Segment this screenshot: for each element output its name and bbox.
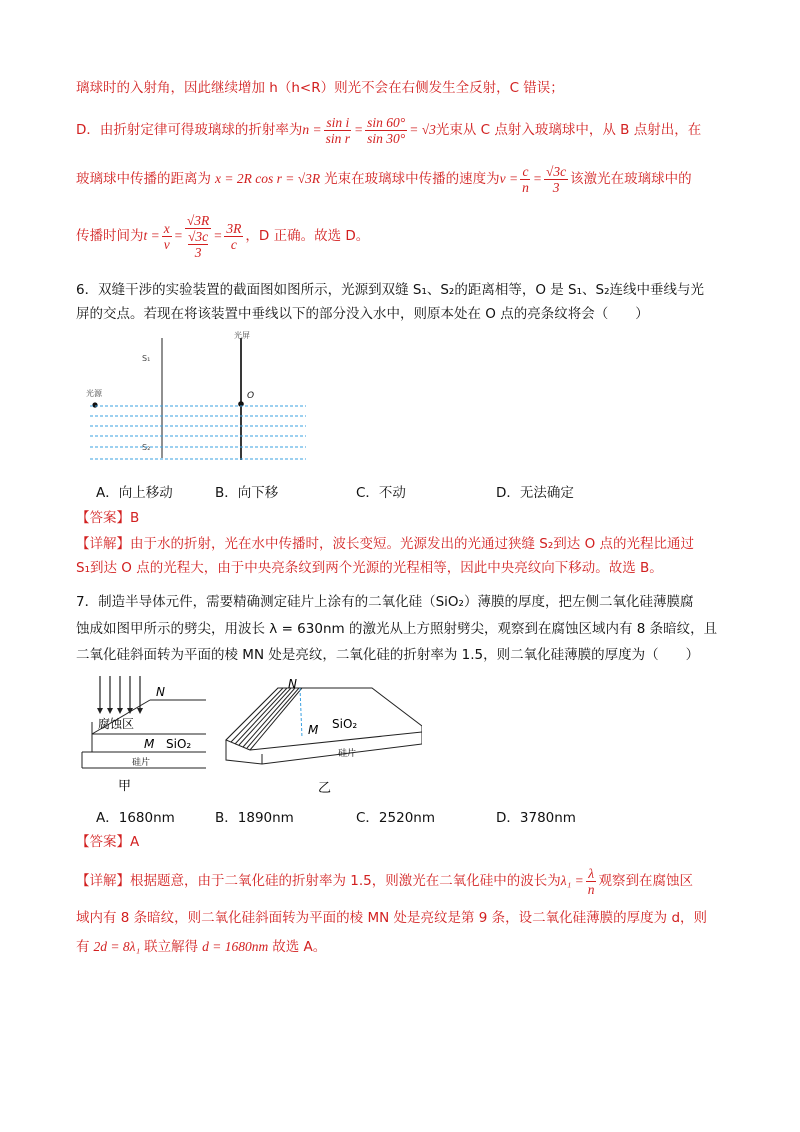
q6-option-b: B．向下移 (215, 485, 279, 501)
fig-a-sio2: SiO₂ (166, 737, 192, 751)
q6-answer: 【答案】B (76, 510, 140, 526)
prev-solution-line1: 璃球时的入射角，因此继续增加 h（h<R）则光不会在右侧发生全反射，C 错误； (76, 80, 564, 96)
q6-line2: 屏的交点。若现在将该装置中垂线以下的部分没入水中，则原本处在 O 点的亮条纹将会（ ） (76, 306, 649, 322)
fig-a-region: 腐蚀区 (98, 717, 135, 731)
source-dot (92, 402, 97, 407)
q7-line2: 蚀成如图甲所示的劈尖，用波长 λ = 630nm 的激光从上方照射劈尖，观察到在腐蚀区域内有 8 条暗纹，且 (76, 621, 718, 637)
q7-option-a: A．1680nm (96, 810, 175, 826)
frac-x-v: $\frac{x}{v}$ (163, 220, 170, 252)
q6-detail2: S₁到达 O 点的光程大，由于中央亮条纹到两个光源的光程相等，因此中央亮纹向下移动。故选 B。 (76, 560, 663, 576)
fig-b-m: M (308, 723, 319, 737)
frac-sin60: $\frac{\sin 60^\circ}{\sin 30^\circ}$ (367, 114, 406, 146)
prev-solution-line4: 传播时间为 t = $\frac{x}{v}$ = √3R √3c 3 = $\frac{3R}{c}$ ，D 正确。故选 D。 (76, 212, 370, 260)
sqrt3: = √3 (409, 122, 436, 137)
d-prefix: D．由折射定律可得玻璃球的折射率为 (76, 122, 303, 138)
n-lhs: n = (302, 122, 322, 137)
q6-detail1: 【详解】由于水的折射，光在水中传播时，波长变短。光源发出的光通过狭缝 S₂到达 O 点的光程比通过 (76, 536, 694, 552)
source-label: 光源 (86, 389, 102, 398)
q7-detail3: 有 2d = 8λ₁ 联立解得 d = 1680nm 故选 A。 (76, 939, 327, 955)
prev-solution-line3: 玻璃球中传播的距离为 x = 2R cos r = √3R 光束在玻璃球中传播的速度为 v = $\frac{c}{n}$ = $\frac{√3c}{3}$ 该激光在玻璃球中的 (76, 163, 692, 195)
q6-option-c: C．不动 (356, 485, 406, 501)
fig-a-wafer: 硅片 (132, 758, 151, 768)
t-lhs: t = (143, 228, 160, 243)
x-formula: x = 2R cos r = √3R (215, 171, 321, 186)
s1-label: S₁ (142, 354, 151, 363)
prev-solution-line2: D．由折射定律可得玻璃球的折射率为 n = $\frac{\text{sin i}}{\text{sin r}}$ = $\frac{\sin 60^\circ}{\sin 30^\circ}$ = √3 光束从 C 点射入玻璃球中，从 B 点射出，在 (76, 114, 702, 146)
q7-figure-a (78, 672, 208, 800)
frac-sqrt3R: √3R √3c 3 (186, 212, 210, 260)
d-tail: 光束从 C 点射入玻璃球中，从 B 点射出，在 (435, 122, 702, 138)
water-lines (90, 406, 306, 459)
q7-answer: 【答案】A (76, 834, 140, 850)
fig-b-sio2: SiO₂ (332, 717, 358, 731)
lambda1: λ₁ = (560, 873, 584, 888)
frac-c-n: $\frac{c}{n}$ (522, 163, 529, 195)
screen-label: 光屏 (234, 331, 250, 340)
q7-detail1: 【详解】根据题意，由于二氧化硅的折射率为 1.5，则激光在二氧化硅中的波长为 λ₁ = $\frac{\lambda}{n}$ 观察到在腐蚀区 (76, 865, 694, 897)
frac-sin: $\frac{\text{sin i}}{\text{sin r}}$ (325, 114, 351, 146)
frac-3R: $\frac{3R}{c}$ (226, 220, 242, 252)
fig-b-n: N (288, 677, 297, 691)
q7-line1: 7．制造半导体元件，需要精确测定硅片上涂有的二氧化硅（SiO₂）薄膜的厚度，把左侧二氧化硅薄膜腐 (76, 594, 694, 610)
frac-sqrt3c: $\frac{√3c}{3}$ (545, 163, 567, 195)
o-label: O (247, 391, 255, 401)
q6-line1: 6．双缝干涉的实验装置的截面图如图所示，光源到双缝 S₁、S₂的距离相等，O 是 S₁、S₂连线中垂线与光 (76, 282, 705, 298)
fig-b-wafer: 硅片 (338, 749, 357, 759)
fig-b-caption: 乙 (318, 781, 332, 796)
q7-option-b: B．1890nm (215, 810, 294, 826)
q6-figure (84, 328, 314, 470)
v-lhs: v = (499, 171, 519, 186)
q7-figure-b (222, 676, 422, 800)
q7-option-c: C．2520nm (356, 810, 435, 826)
fig-a-m: M (144, 737, 155, 751)
q6-option-d: D．无法确定 (496, 485, 574, 501)
q6-option-a: A．向上移动 (96, 485, 173, 501)
frac-lambda-n: $\frac{\lambda}{n}$ (587, 865, 595, 897)
s2-label: S₂ (142, 443, 151, 452)
fig-a-caption: 甲 (118, 779, 132, 794)
fig-a-n: N (156, 685, 165, 699)
q7-line3: 二氧化硅斜面转为平面的棱 MN 处是亮纹，二氧化硅的折射率为 1.5，则二氧化硅薄膜的厚度为（ ） (76, 647, 700, 663)
eq-d: d = 1680nm (202, 939, 269, 954)
q7-detail2: 域内有 8 条暗纹，则二氧化硅斜面转为平面的棱 MN 处是亮纹是第 9 条，设二氧化硅薄膜的厚度为 d，则 (76, 910, 708, 926)
eq-2d: 2d = 8λ₁ (93, 939, 141, 954)
q7-option-d: D．3780nm (496, 810, 576, 826)
